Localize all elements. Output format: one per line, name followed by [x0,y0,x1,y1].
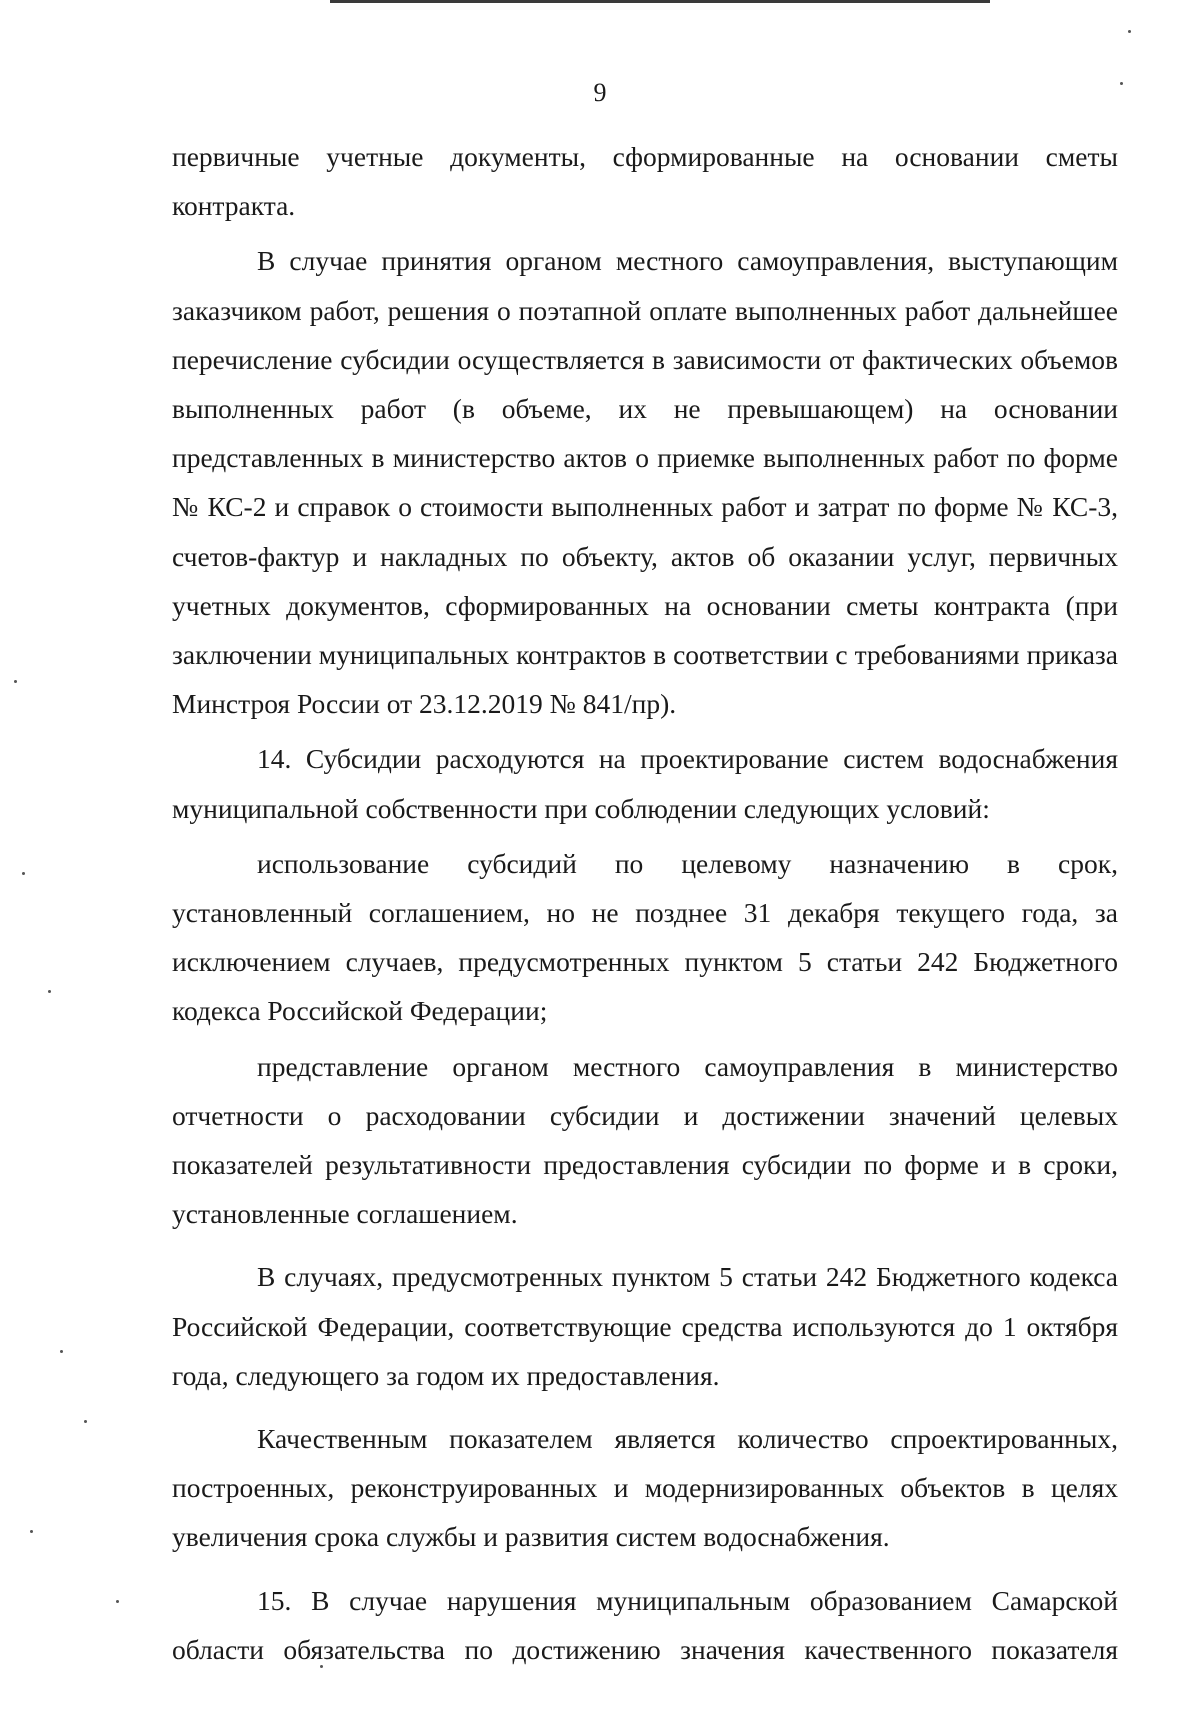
paragraph-condition-reporting: представление органом местного самоуправления в министерство отчетности о расходовании субсидии и достижении значений целевых показателей результативности предоставления субсидии по форме и в сроки, установленные соглашением. [172,1050,1118,1230]
paragraph-budget-code-cases: В случаях, предусмотренных пунктом 5 статьи 242 Бюджетного кодекса Российской Федерации, соответствующие средства используются до 1 октября года, следующего за годом их предоставления. [172,1261,1118,1391]
scan-speck [320,1665,323,1668]
paragraph-continuation: первичные учетные документы, сформированные на основании сметы контракта. [172,141,1118,222]
scan-speck [1120,82,1123,85]
scan-speck [1128,30,1131,33]
page-number: 9 [593,78,607,107]
scan-speck [116,1600,119,1603]
scan-speck [22,872,25,875]
scan-speck [84,1420,87,1423]
paragraph-quality-indicator: Качественным показателем является количество спроектированных, построенных, реконструированных и модернизированных объектов в целях увеличения срока службы и развития систем водоснабжения. [172,1423,1118,1553]
paragraph-condition-use: использование субсидий по целевому назначению в срок, установленный соглашением, но не позднее 31 декабря текущего года, за исключением случаев, предусмотренных пунктом 5 статьи 242 Бюджетного кодекса Российской Федерации; [172,847,1118,1027]
paragraph-item-14: 14. Субсидии расходуются на проектирование систем водоснабжения муниципальной собственности при соблюдении следующих условий: [172,743,1118,824]
top-edge-rule [330,0,990,3]
paragraph-payment-stages: В случае принятия органом местного самоуправления, выступающим заказчиком работ, решения о поэтапной оплате выполненных работ дальнейшее перечисление субсидии осуществляется в зависимости от фактических объемов выполненных работ (в объеме, их не превышающем) на основании представленных в министерство актов о приемке выполненных работ по форме № КС-2 и справок о стоимости выполненных работ и затрат по форме № КС-3, счетов-фактур и накладных по объекту, актов об оказании услуг, первичных учетных документов, сформированных на основании сметы контракта (при заключении муниципальных контрактов в соответствии с требованиями приказа Минстроя России от 23.12.2019 № 841/пр). [172,245,1118,720]
scan-speck [60,1350,63,1353]
document-body [172,132,1118,1674]
scan-speck [14,680,17,683]
scan-speck [48,990,51,993]
paragraph-item-15: 15. В случае нарушения муниципальным образованием Самарской области обязательства по достижению значения качественного показателя [172,1584,1118,1665]
scan-speck [30,1530,33,1533]
